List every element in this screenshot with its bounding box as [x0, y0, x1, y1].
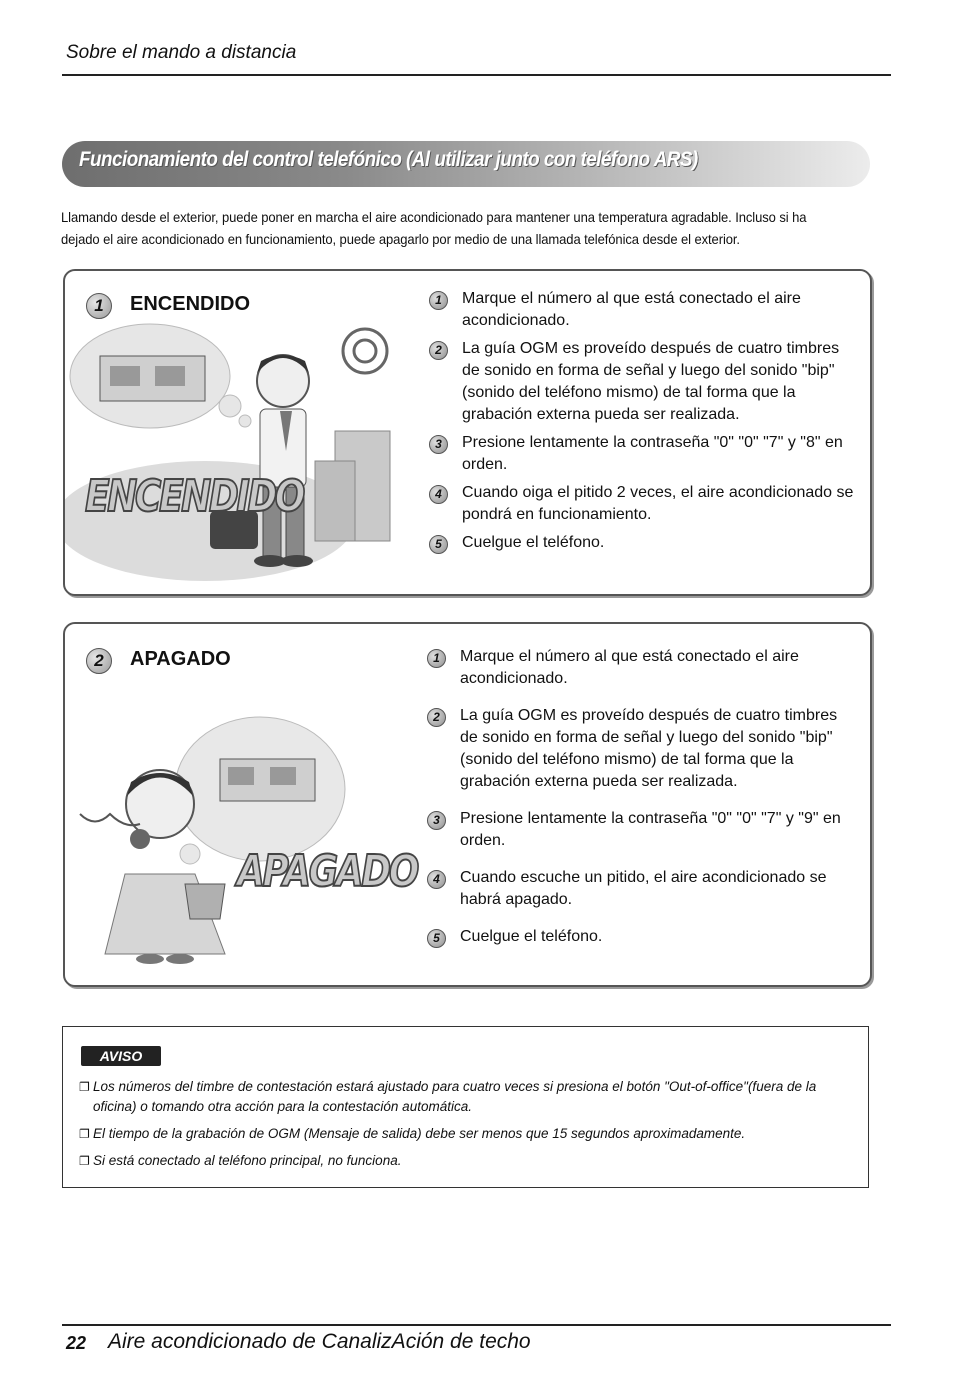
step-item: [427, 646, 859, 690]
panel-number-badge: 1: [86, 293, 112, 319]
footer-divider: [62, 1324, 891, 1326]
step-item: [427, 808, 859, 852]
step-text: Cuelgue el teléfono.: [462, 534, 605, 551]
step-text: Presione lentamente la contraseña "0" "0" "7" y "8" en orden.: [462, 434, 843, 473]
header-divider: [62, 74, 891, 76]
step-item: [429, 288, 859, 332]
step-text: Cuelgue el teléfono.: [460, 928, 603, 945]
step-item: [429, 432, 859, 476]
footer-title: Aire acondicionado de CanalizAción de techo: [108, 1330, 531, 1353]
notice-text: Los números del timbre de contestación estará ajustado para cuatro veces si presiona el botón "Out-of-office"(fuera de la oficina) o tomando otra acción para la contestación automática.: [93, 1079, 817, 1114]
step-text: La guía OGM es proveído después de cuatro timbres de sonido en forma de señal y luego del sonido "bip"(sonido del teléfono mismo) de tal forma que la grabación externa pueda ser realizada.: [462, 340, 840, 423]
step-text: Presione lentamente la contraseña "0" "0" "7" y "9" en orden.: [460, 810, 841, 849]
step-number-badge: 1: [427, 649, 446, 668]
panel-number-badge: 2: [86, 648, 112, 674]
panel-title: APAGADO: [130, 648, 231, 670]
step-item: [427, 705, 859, 793]
page-number: 22: [66, 1333, 87, 1353]
step-number-badge: 3: [427, 811, 446, 830]
notice-item: [79, 1151, 859, 1171]
step-text: Cuando oiga el pitido 2 veces, el aire acondicionado se pondrá en funcionamiento.: [462, 484, 854, 523]
step-number-badge: 4: [427, 870, 446, 889]
step-number-badge: 3: [429, 435, 448, 454]
step-number-badge: 5: [429, 535, 448, 554]
step-number-badge: 2: [427, 708, 446, 727]
step-number-badge: 4: [429, 485, 448, 504]
encendido-steps: [429, 288, 859, 554]
step-item: [429, 482, 859, 526]
step-item: [429, 338, 859, 426]
notice-item: [79, 1077, 859, 1117]
apagado-steps: [427, 646, 859, 948]
step-text: Marque el número al que está conectado el aire acondicionado.: [462, 290, 801, 329]
step-item: [427, 867, 859, 911]
running-header: Sobre el mando a distancia: [66, 42, 297, 63]
notice-text: Si está conectado al teléfono principal, no funciona.: [93, 1153, 402, 1168]
checkbox-bullet-icon: ❐: [79, 1080, 90, 1094]
encendido-art-title: ENCENDIDO: [85, 471, 304, 522]
aviso-label: AVISO: [81, 1046, 161, 1066]
step-item: [427, 926, 859, 948]
checkbox-bullet-icon: ❐: [79, 1127, 90, 1141]
section-banner: [62, 141, 870, 187]
panel-apagado: [63, 622, 872, 987]
step-number-badge: 2: [429, 341, 448, 360]
encendido-illustration: [65, 321, 410, 591]
apagado-art-title: APAGADO: [237, 846, 417, 897]
step-number-badge: 5: [427, 929, 446, 948]
step-text: Marque el número al que está conectado el aire acondicionado.: [460, 648, 799, 687]
step-text: Cuando escuche un pitido, el aire acondicionado se habrá apagado.: [460, 869, 827, 908]
checkbox-bullet-icon: ❐: [79, 1154, 90, 1168]
panel-title: ENCENDIDO: [130, 293, 251, 315]
section-title: Funcionamiento del control telefónico (Al utilizar junto con teléfono ARS): [79, 148, 698, 171]
panel-encendido: [63, 269, 872, 596]
step-text: La guía OGM es proveído después de cuatro timbres de sonido en forma de señal y luego del sonido "bip"(sonido del teléfono mismo) de tal forma que la grabación externa pueda ser realizada.: [460, 707, 838, 790]
notice-list: [79, 1077, 859, 1178]
notice-text: El tiempo de la grabación de OGM (Mensaje de salida) debe ser menos que 15 segundos aproximadamente.: [93, 1126, 746, 1141]
apagado-illustration: [65, 704, 410, 984]
step-number-badge: 1: [429, 291, 448, 310]
notice-item: [79, 1124, 859, 1144]
step-item: [429, 532, 859, 554]
intro-paragraph: Llamando desde el exterior, puede poner en marcha el aire acondicionado para mantener una temperatura agradable. Incluso si ha dejado el aire acondicionado en funcionamiento, puede apagarlo por medio de una llamada telefónica desde el exterior.: [61, 209, 807, 247]
